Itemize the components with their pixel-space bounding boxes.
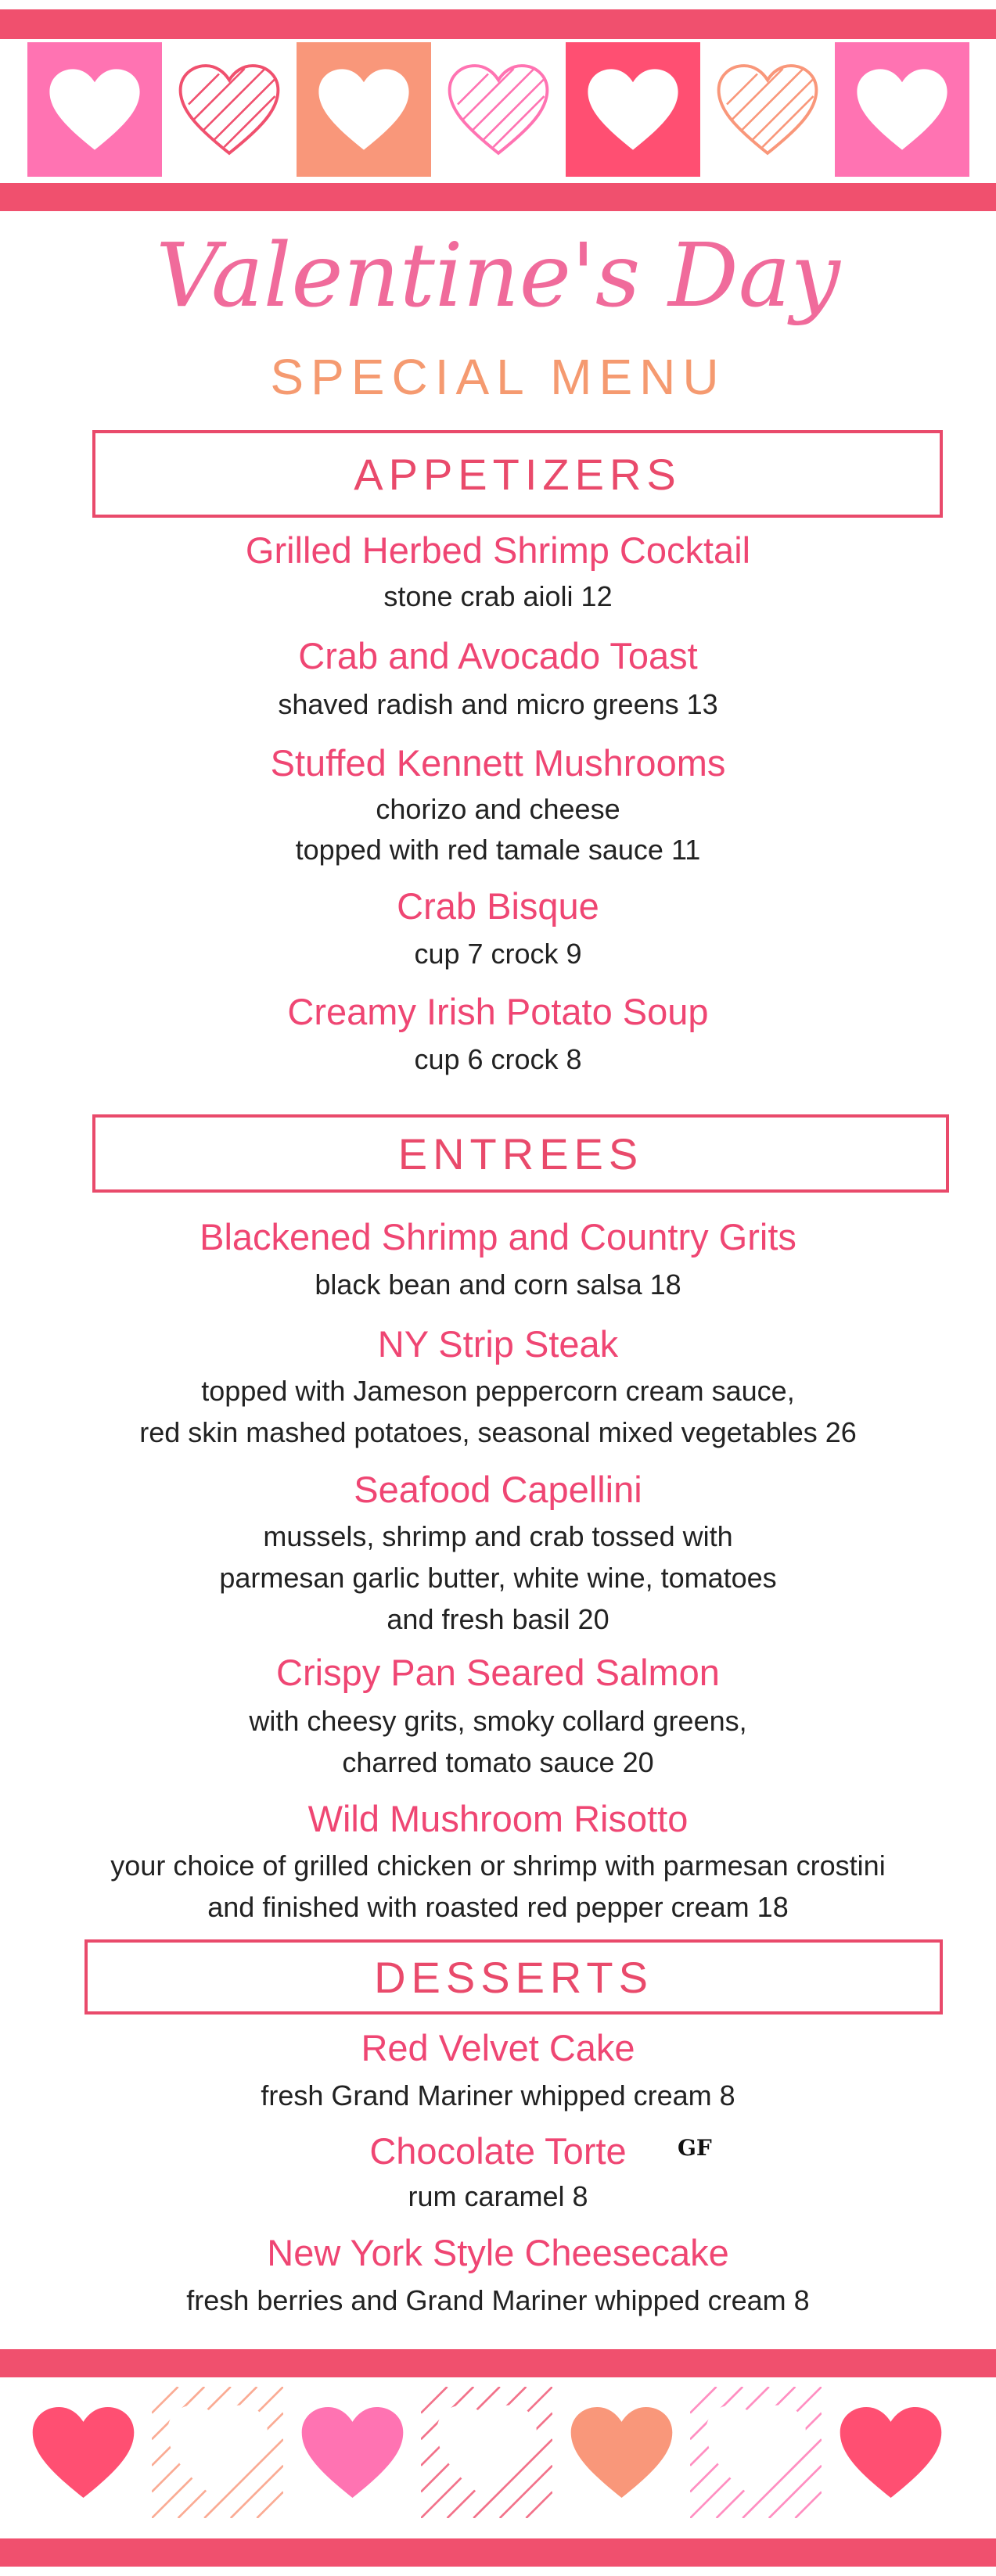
- sketch-heart-tile-icon: [150, 2385, 285, 2520]
- sketch-heart-icon: [162, 42, 297, 177]
- menu-item-desc: cup 7 crock 9: [414, 938, 582, 970]
- menu-item-desc: with cheesy grits, smoky collard greens,: [249, 1705, 747, 1737]
- menu-item-desc: red skin mashed potatoes, seasonal mixed vegetables 26: [139, 1416, 857, 1448]
- menu-item-desc: cup 6 crock 8: [414, 1043, 582, 1075]
- sketch-heart-icon: [700, 42, 835, 177]
- section-title: ENTREES: [397, 1128, 644, 1179]
- menu-item-name: Crab Bisque: [397, 885, 599, 927]
- section-header-appetizers: [92, 430, 943, 518]
- top-stripe-inner: [0, 183, 996, 211]
- heart-icon: [554, 2385, 689, 2520]
- menu-item-name: New York Style Cheesecake: [267, 2232, 729, 2273]
- heart-tile-icon: [566, 42, 700, 177]
- heart-tile-icon: [27, 42, 162, 177]
- menu-item-desc: stone crab aioli 12: [383, 580, 613, 612]
- bottom-heart-row: [0, 2384, 996, 2521]
- menu-item-desc: shaved radish and micro greens 13: [278, 688, 718, 720]
- heart-tile-icon: [835, 42, 969, 177]
- top-stripe-outer: [0, 9, 996, 39]
- menu-item-desc: black bean and corn salsa 18: [315, 1268, 681, 1301]
- section-header-entrees: [92, 1114, 949, 1193]
- menu-subtitle: SPECIAL MENU: [270, 349, 726, 405]
- menu-item-name: Wild Mushroom Risotto: [307, 1798, 689, 1839]
- menu-item-desc: chorizo and cheese: [376, 793, 620, 825]
- menu-item-desc: fresh berries and Grand Mariner whipped cream 8: [186, 2284, 810, 2316]
- menu-item-name: Stuffed Kennett Mushrooms: [270, 742, 726, 784]
- menu-item-desc: charred tomato sauce 20: [342, 1746, 654, 1778]
- section-header-desserts: [84, 1939, 943, 2015]
- menu-item-name: Grilled Herbed Shrimp Cocktail: [245, 529, 751, 571]
- sketch-heart-icon: [431, 42, 566, 177]
- heart-icon: [285, 2385, 419, 2520]
- section-title: DESSERTS: [374, 1952, 653, 2002]
- menu-item-name: Red Velvet Cake: [361, 2027, 635, 2068]
- sketch-heart-tile-icon: [419, 2385, 554, 2520]
- heart-icon: [16, 2385, 150, 2520]
- menu-title: Valentine's Day: [156, 225, 840, 327]
- menu-item-desc: your choice of grilled chicken or shrimp with parmesan crostini: [110, 1849, 886, 1882]
- menu-item-name: Chocolate Torte: [369, 2130, 627, 2172]
- menu-item-desc: parmesan garlic butter, white wine, tomatoes: [219, 1562, 777, 1594]
- section-title: APPETIZERS: [354, 449, 681, 499]
- menu-item-name: NY Strip Steak: [377, 1323, 619, 1365]
- menu-item-name: Creamy Irish Potato Soup: [287, 991, 709, 1032]
- menu-item-desc: and fresh basil 20: [387, 1603, 609, 1635]
- menu-item-desc: and finished with roasted red pepper cream 18: [207, 1891, 789, 1923]
- heart-tile-icon: [297, 42, 431, 177]
- menu-item-name: Crab and Avocado Toast: [298, 635, 698, 676]
- menu-item-desc: rum caramel 8: [408, 2180, 588, 2212]
- menu-item-desc: topped with red tamale sauce 11: [295, 834, 701, 866]
- menu-item-desc: mussels, shrimp and crab tossed with: [263, 1520, 733, 1552]
- sketch-heart-tile-icon: [689, 2385, 823, 2520]
- heart-icon: [823, 2385, 958, 2520]
- bottom-stripe-outer: [0, 2538, 996, 2567]
- bottom-stripe-inner: [0, 2349, 996, 2377]
- menu-item-desc: topped with Jameson peppercorn cream sauce,: [201, 1375, 795, 1407]
- gluten-free-badge: GF: [678, 2135, 712, 2161]
- menu-item-name: Crispy Pan Seared Salmon: [276, 1652, 720, 1693]
- menu-item-desc: fresh Grand Mariner whipped cream 8: [261, 2079, 735, 2111]
- menu-item-name: Seafood Capellini: [354, 1469, 642, 1510]
- menu-item-name: Blackened Shrimp and Country Grits: [200, 1216, 796, 1258]
- top-heart-row: [0, 42, 996, 177]
